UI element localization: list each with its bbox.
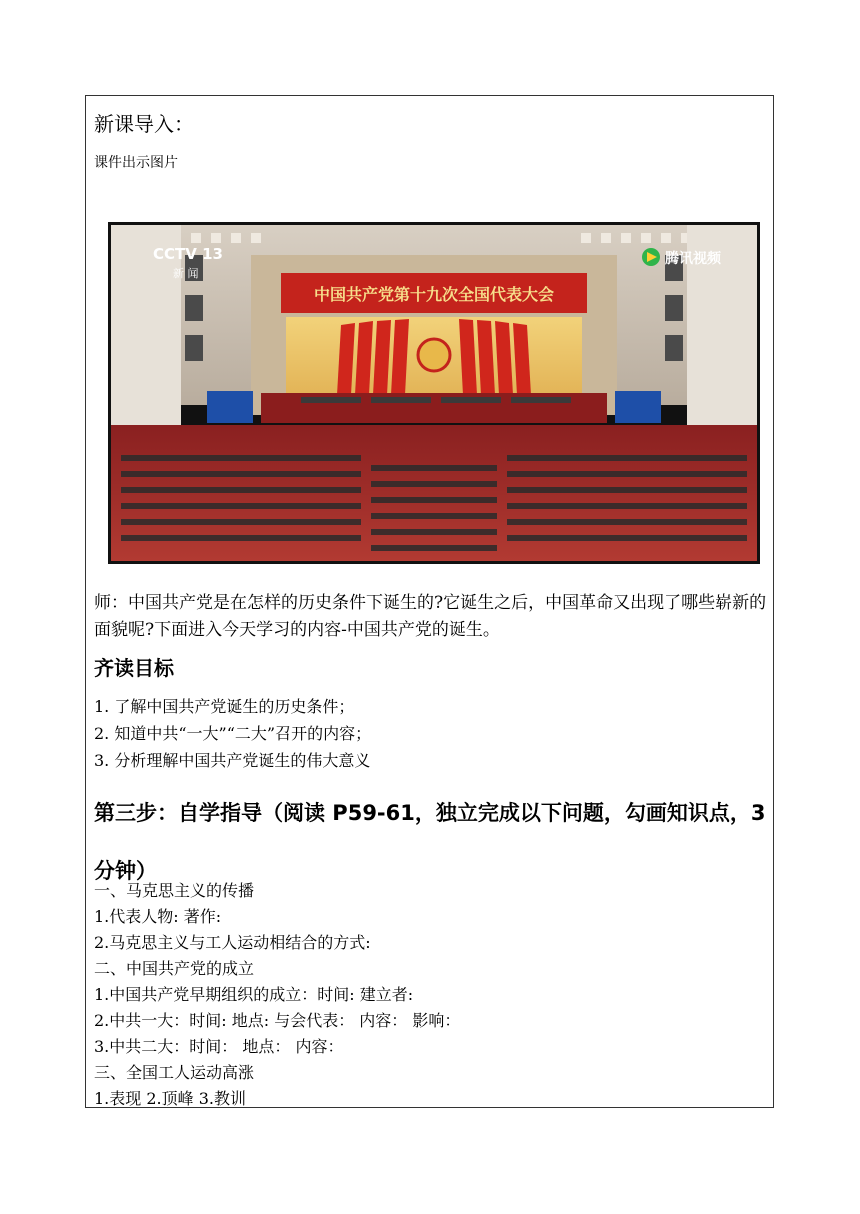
teacher-paragraph: 师：中国共产党是在怎样的历史条件下诞生的?它诞生之后，中国革命又出现了哪些崭新的面貌呢?下面进入今天学习的内容-中国共产党的诞生。 bbox=[94, 593, 767, 640]
intro-heading: 新课导入： bbox=[94, 112, 194, 136]
cctv-logo-sub: 新 闻 bbox=[173, 267, 199, 280]
content-frame bbox=[85, 95, 774, 1108]
step-heading: 第三步：自学指导（阅读 P59-61，独立完成以下问题，勾画知识点，3 分钟） bbox=[94, 801, 766, 883]
goal-item: 1. 了解中国共产党诞生的历史条件； bbox=[94, 697, 355, 716]
intro-caption: 课件出示图片 bbox=[94, 155, 178, 171]
question-line: 一、马克思主义的传播 bbox=[94, 881, 255, 900]
question-line: 三、全国工人运动高涨 bbox=[94, 1063, 255, 1082]
question-line: 2.马克思主义与工人运动相结合的方式: bbox=[94, 933, 371, 952]
congress-photo bbox=[108, 222, 760, 564]
cctv-logo: CCTV 13 bbox=[153, 245, 223, 263]
question-line: 1.代表人物: 著作: bbox=[94, 907, 222, 926]
tencent-video-logo: 腾讯视频 bbox=[665, 251, 721, 267]
goal-item: 2. 知道中共“一大”“二大”召开的内容； bbox=[94, 724, 372, 743]
question-line: 1.表现 2.顶峰 3.教训 bbox=[94, 1089, 246, 1108]
goal-item: 3. 分析理解中国共产党诞生的伟大意义 bbox=[94, 751, 371, 770]
question-line: 1.中国共产党早期组织的成立：时间: 建立者: bbox=[94, 985, 414, 1004]
question-line: 2.中共一大：时间: 地点: 与会代表： 内容： 影响： bbox=[94, 1011, 461, 1030]
question-line: 3.中共二大：时间： 地点： 内容： bbox=[94, 1037, 344, 1056]
goals-heading: 齐读目标 bbox=[94, 656, 174, 680]
question-line: 二、中国共产党的成立 bbox=[94, 959, 255, 978]
banner-text: 中国共产党第十九次全国代表大会 bbox=[313, 285, 555, 304]
